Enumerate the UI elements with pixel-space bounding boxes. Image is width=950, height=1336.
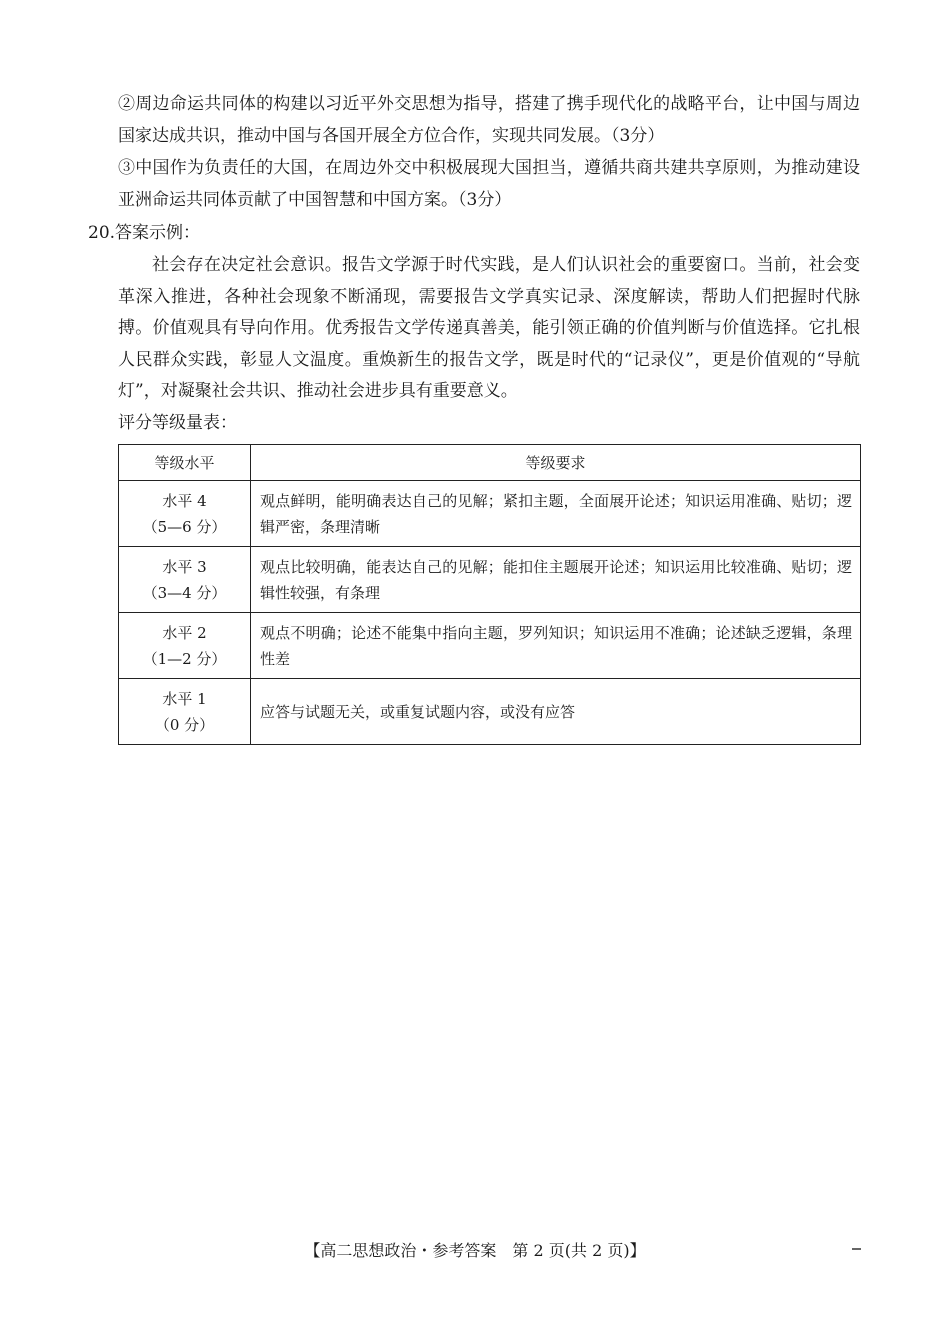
table-row bbox=[119, 547, 861, 613]
level-name: 水平 3 bbox=[162, 557, 207, 576]
table-row bbox=[119, 481, 861, 547]
corner-mark bbox=[852, 1248, 861, 1250]
answer-point-2: ②周边命运共同体的构建以习近平外交思想为指导，搭建了携手现代化的战略平台，让中国与周边国家达成共识，推动中国与各国开展全方位合作，实现共同发展。（3分） bbox=[118, 94, 860, 146]
requirement-cell: 观点不明确；论述不能集中指向主题，罗列知识；知识运用不准确；论述缺乏逻辑，条理性差 bbox=[251, 613, 861, 679]
question-20-answer: 社会存在决定社会意识。报告文学源于时代实践，是人们认识社会的重要窗口。当前，社会变革深入推进，各种社会现象不断涌现，需要报告文学真实记录、深度解读，帮助人们把握时代脉搏。价值观具有导向作用。优秀报告文学传递真善美，能引领正确的价值判断与价值选择。它扎根人民群众实践，彰显人文温度。重焕新生的报告文学，既是时代的“记录仪”，更是价值观的“导航灯”，对凝聚社会共识、推动社会进步具有重要意义。 bbox=[118, 255, 860, 401]
scoring-scale-title: 评分等级量表： bbox=[118, 413, 237, 433]
question-20-label: 20.答案示例： bbox=[88, 223, 201, 243]
level-points: （1—2 分） bbox=[142, 649, 227, 668]
level-name: 水平 4 bbox=[162, 491, 207, 510]
level-name: 水平 1 bbox=[162, 689, 207, 708]
table-row bbox=[119, 679, 861, 745]
level-cell bbox=[119, 547, 251, 613]
table-header-row bbox=[119, 445, 861, 481]
table-row bbox=[119, 613, 861, 679]
level-points: （0 分） bbox=[154, 715, 215, 734]
requirement-cell: 应答与试题无关，或重复试题内容，或没有应答 bbox=[251, 679, 861, 745]
level-name: 水平 2 bbox=[162, 623, 207, 642]
level-points: （3—4 分） bbox=[142, 583, 227, 602]
level-cell bbox=[119, 481, 251, 547]
requirement-cell: 观点比较明确，能表达自己的见解；能扣住主题展开论述；知识运用比较准确、贴切；逻辑性较强，有条理 bbox=[251, 547, 861, 613]
answer-point-3: ③中国作为负责任的大国，在周边外交中积极展现大国担当，遵循共商共建共享原则，为推动建设亚洲命运共同体贡献了中国智慧和中国方案。（3分） bbox=[118, 158, 860, 210]
scoring-table bbox=[118, 444, 861, 745]
page-footer: 【高二思想政治・参考答案 第 2 页(共 2 页)】 bbox=[304, 1241, 646, 1260]
header-level: 等级水平 bbox=[119, 445, 251, 481]
requirement-cell: 观点鲜明，能明确表达自己的见解；紧扣主题，全面展开论述；知识运用准确、贴切；逻辑严密，条理清晰 bbox=[251, 481, 861, 547]
level-cell bbox=[119, 613, 251, 679]
header-requirement: 等级要求 bbox=[251, 445, 861, 481]
level-points: （5—6 分） bbox=[142, 517, 227, 536]
level-cell bbox=[119, 679, 251, 745]
